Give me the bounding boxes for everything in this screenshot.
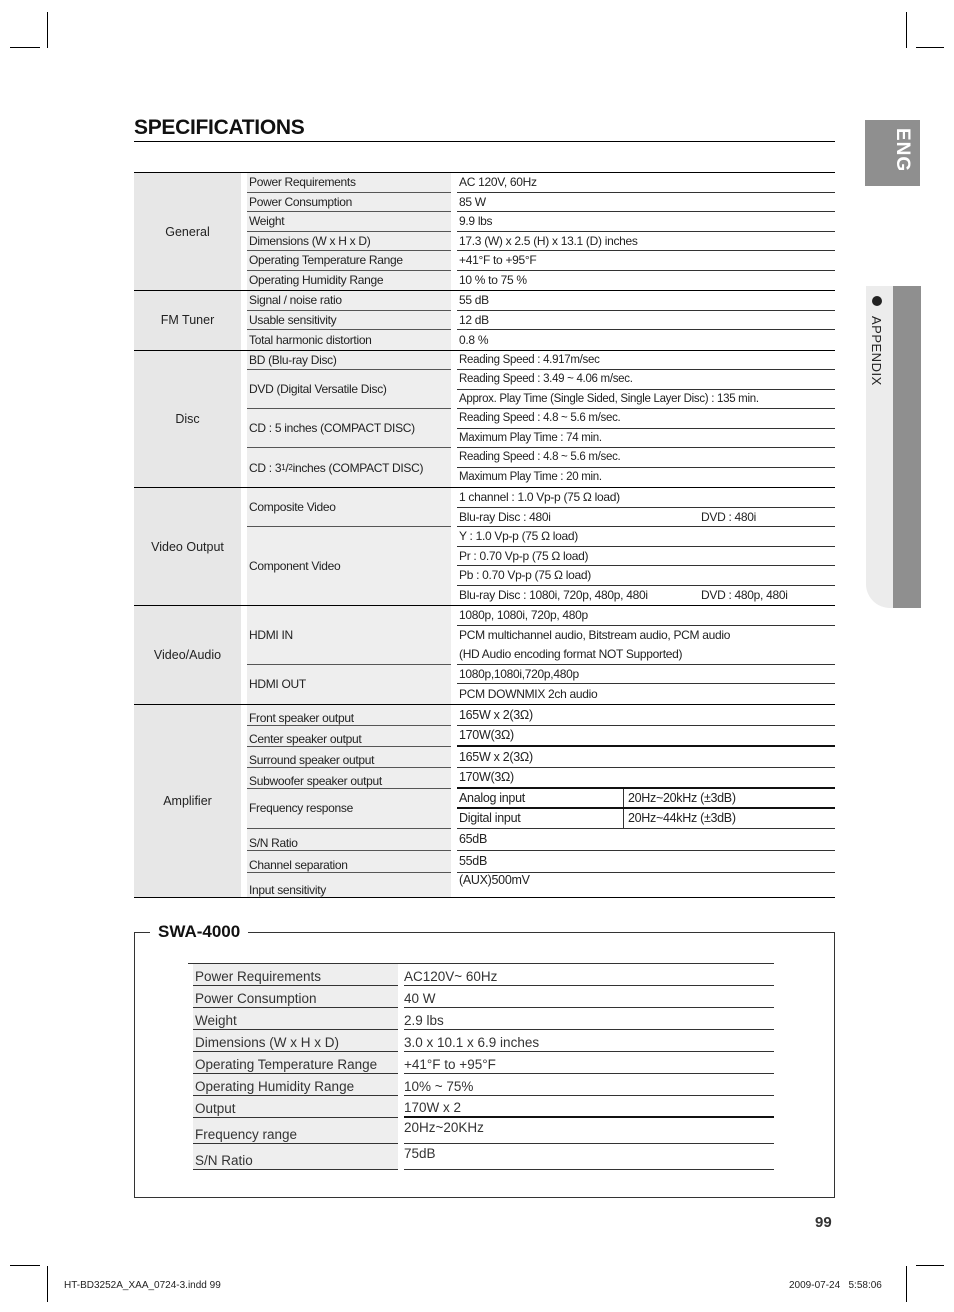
spec-value: Reading Speed : 4.917m/sec [457, 351, 835, 371]
spec-value [457, 586, 835, 606]
title-rule [134, 141, 835, 142]
spec-value: 75dB [404, 1144, 774, 1170]
spec-label: HDMI OUT [247, 665, 451, 704]
table-row [247, 665, 835, 704]
spec-value: Reading Speed : 3.49 ~ 4.06 m/sec. [457, 370, 835, 390]
spec-value: 3.0 x 10.1 x 6.9 inches [404, 1030, 774, 1052]
spec-value: +41°F to +95°F [457, 251, 835, 271]
spec-value: Reading Speed : 4.8 ~ 5.6 m/sec. [457, 448, 835, 468]
footer-filename: HT-BD3252A_XAA_0724-3.indd 99 [64, 1280, 221, 1291]
spec-label: Total harmonic distortion [247, 330, 451, 350]
spec-value: Approx. Play Time (Single Sided, Single Layer Disc) : 135 min. [457, 390, 835, 410]
section-tab-dark [893, 286, 921, 608]
spec-value [457, 789, 835, 809]
table-row [188, 1096, 774, 1118]
table-row [188, 964, 774, 986]
spec-label: Operating Humidity Range [193, 1074, 398, 1096]
spec-label: BD (Blu-ray Disc) [247, 351, 451, 371]
crop-mark [916, 1265, 944, 1266]
category-label: Video/Audio [134, 606, 241, 704]
fraction-denominator: 2 [288, 463, 293, 472]
table-row [247, 351, 835, 371]
fraction-numerator: 1 [281, 463, 286, 472]
bullet-icon [872, 296, 882, 306]
spec-value: 0.8 % [459, 332, 489, 347]
table-row [188, 986, 774, 1008]
crop-mark [47, 12, 48, 48]
table-row [188, 1074, 774, 1096]
table-row [247, 705, 835, 726]
spec-value: 1080p,1080i,720p,480p [457, 665, 835, 685]
spec-value: AC 120V, 60Hz [457, 173, 835, 193]
spec-value: Y : 1.0 Vp-p (75 Ω load) [457, 527, 835, 547]
spec-value: +41°F to +95°F [404, 1052, 774, 1074]
table-row [247, 851, 835, 873]
category-label: Disc [134, 351, 241, 488]
spec-label: Input sensitivity [247, 873, 451, 897]
swa-title: SWA-4000 [150, 922, 248, 942]
table-row [247, 193, 835, 213]
spec-label: Output [193, 1096, 398, 1118]
table-row [247, 527, 835, 605]
table-row [247, 212, 835, 232]
table-row [247, 271, 835, 291]
spec-label: Center speaker output [247, 726, 451, 747]
spec-value: Pb : 0.70 Vp-p (75 Ω load) [457, 566, 835, 586]
table-row [188, 1030, 774, 1052]
spec-value: 10% ~ 75% [404, 1074, 774, 1096]
table-row [247, 330, 835, 350]
spec-label: Operating Humidity Range [247, 271, 451, 291]
footer-timestamp: 2009-07-24 5:58:06 [789, 1280, 882, 1291]
spec-value [457, 809, 835, 829]
spec-label: Power Consumption [193, 986, 398, 1008]
spec-label: Power Requirements [247, 173, 451, 193]
spec-label: Operating Temperature Range [193, 1052, 398, 1074]
spec-value: Pr : 0.70 Vp-p (75 Ω load) [457, 547, 835, 567]
table-row [247, 370, 835, 409]
section-video-output [134, 487, 835, 605]
spec-label: Signal / noise ratio [247, 291, 451, 311]
spec-label: Composite Video [247, 488, 451, 527]
table-row [247, 448, 835, 487]
section-disc [134, 350, 835, 488]
spec-label: Frequency response [247, 789, 451, 829]
spec-value: PCM DOWNMIX 2ch audio [459, 686, 598, 701]
spec-value: 165W x 2(3Ω) [457, 705, 835, 726]
spec-value-part: Blu-ray Disc : 1080i, 720p, 480p, 480i [459, 588, 648, 603]
spec-label: Operating Temperature Range [247, 251, 451, 271]
table-row [247, 606, 835, 665]
table-row [247, 789, 835, 829]
spec-value: PCM multichannel audio, Bitstream audio, PCM audio [459, 628, 731, 643]
spec-label: S/N Ratio [193, 1144, 398, 1170]
spec-value: 2.9 lbs [404, 1008, 774, 1030]
spec-value: (AUX)500mV [459, 872, 530, 887]
spec-label: Dimensions (W x H x D) [193, 1030, 398, 1052]
spec-value: 1080p, 1080i, 720p, 480p [457, 606, 835, 626]
crop-mark [906, 12, 907, 48]
spec-value: Reading Speed : 4.8 ~ 5.6 m/sec. [457, 409, 835, 429]
section-fm-tuner [134, 290, 835, 350]
language-tab-label: ENG [892, 128, 913, 173]
spec-value: 55dB [457, 851, 835, 873]
spec-label: HDMI IN [247, 606, 451, 665]
page-title: SPECIFICATIONS [134, 116, 305, 139]
swa-spec-table [188, 963, 774, 1170]
section-general [134, 172, 835, 290]
table-row [247, 873, 835, 897]
table-row [247, 251, 835, 271]
fraction-slash: / [285, 460, 289, 475]
crop-mark [10, 1265, 40, 1266]
spec-value-part: Blu-ray Disc : 480i [459, 509, 551, 524]
spec-label: Subwoofer speaker output [247, 768, 451, 789]
spec-value-part: DVD : 480i [701, 509, 757, 524]
crop-mark [47, 1266, 48, 1302]
table-row [188, 1118, 774, 1144]
table-row [247, 747, 835, 768]
table-row [247, 173, 835, 193]
spec-label: Power Consumption [247, 193, 451, 213]
spec-value: (HD Audio encoding format NOT Supported) [457, 645, 835, 665]
section-tab [866, 286, 921, 608]
table-row [188, 1008, 774, 1030]
spec-label [247, 448, 451, 487]
spec-label: Dimensions (W x H x D) [247, 232, 451, 252]
crop-mark [10, 47, 40, 48]
table-row [247, 768, 835, 789]
spec-label: CD : 5 inches (COMPACT DISC) [247, 409, 451, 448]
specifications-table [134, 172, 835, 898]
table-row [247, 409, 835, 448]
crop-mark [916, 47, 944, 48]
spec-label: S/N Ratio [247, 829, 451, 851]
category-label: General [134, 173, 241, 290]
spec-label-text: inches (COMPACT DISC) [292, 460, 424, 475]
crop-mark [906, 1266, 907, 1302]
table-row [247, 726, 835, 747]
spec-value: Maximum Play Time : 20 min. [459, 471, 602, 484]
spec-value: 55 dB [457, 291, 835, 311]
spec-label: Weight [193, 1008, 398, 1030]
spec-label: Component Video [247, 527, 451, 605]
spec-label: Front speaker output [247, 705, 451, 726]
spec-value [457, 508, 835, 528]
table-row [247, 311, 835, 331]
spec-label-text: CD : 3 [249, 460, 282, 475]
section-amplifier [134, 704, 835, 898]
table-row [247, 829, 835, 851]
spec-label: Channel separation [247, 851, 451, 873]
spec-label: Power Requirements [193, 964, 398, 986]
spec-label: Weight [247, 212, 451, 232]
spec-label: Frequency range [193, 1118, 398, 1144]
spec-value: 20Hz~20KHz [404, 1118, 774, 1144]
spec-value-part: DVD : 480p, 480i [701, 588, 788, 603]
spec-value: 9.9 lbs [457, 212, 835, 232]
input-type: Digital input [457, 809, 624, 828]
spec-value: Maximum Play Time : 74 min. [457, 429, 835, 449]
spec-value: 1 channel : 1.0 Vp-p (75 Ω load) [457, 488, 835, 508]
table-row [247, 291, 835, 311]
spec-label: Surround speaker output [247, 747, 451, 768]
spec-value: 12 dB [457, 311, 835, 331]
spec-value: 10 % to 75 % [459, 273, 527, 288]
frequency-value: 20Hz~20kHz (±3dB) [628, 790, 736, 805]
spec-value: 170W(3Ω) [457, 726, 835, 747]
category-label: Video Output [134, 488, 241, 605]
page-number: 99 [815, 1214, 832, 1231]
input-type: Analog input [457, 789, 624, 807]
table-row [188, 1052, 774, 1074]
spec-label: DVD (Digital Versatile Disc) [247, 370, 451, 409]
spec-value: 170W x 2 [404, 1096, 774, 1118]
section-video-audio [134, 605, 835, 704]
spec-label: Usable sensitivity [247, 311, 451, 331]
spec-value: AC120V~ 60Hz [404, 964, 774, 986]
spec-value: 65dB [457, 829, 835, 851]
table-row [247, 232, 835, 252]
table-row [188, 1144, 774, 1170]
language-tab [865, 120, 920, 186]
spec-value: 170W(3Ω) [457, 768, 835, 789]
category-label: FM Tuner [134, 291, 241, 350]
frequency-value: 20Hz~44kHz (±3dB) [628, 811, 736, 825]
spec-value: 17.3 (W) x 2.5 (H) x 13.1 (D) inches [457, 232, 835, 252]
table-row [247, 488, 835, 527]
spec-value: 85 W [457, 193, 835, 213]
category-label: Amplifier [134, 705, 241, 897]
section-tab-label: APPENDIX [869, 316, 884, 386]
spec-value: 40 W [404, 986, 774, 1008]
spec-value: 165W x 2(3Ω) [457, 747, 835, 768]
